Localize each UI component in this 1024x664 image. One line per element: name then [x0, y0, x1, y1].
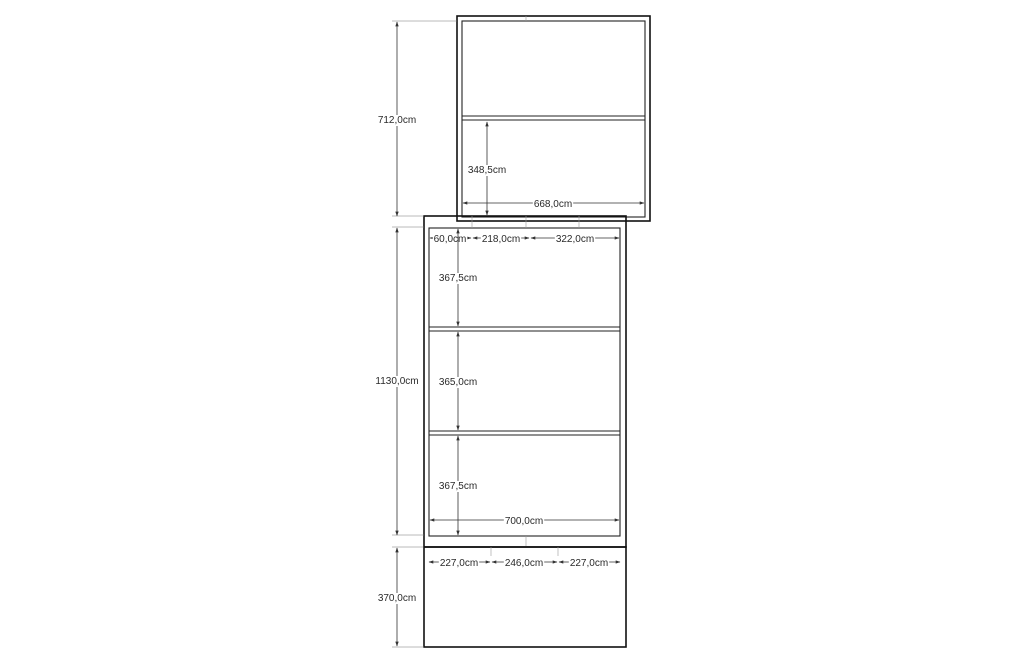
left-height-dimensions: [374, 21, 457, 647]
upper-width-label: 668,0cm: [533, 199, 573, 210]
upper-cabinet-outline: [457, 16, 650, 221]
upper-shelf-height-label: 348,5cm: [467, 165, 507, 176]
base-right-label: 227,0cm: [569, 558, 609, 569]
upper-cabinet: [457, 16, 650, 221]
middle-height-label: 1130,0cm: [375, 376, 419, 387]
compartment-3-label: 367,5cm: [438, 481, 478, 492]
upper-height-label: 712,0cm: [377, 115, 417, 126]
inner-width-label: 700,0cm: [504, 516, 544, 527]
base-segment-dimensions: [429, 558, 620, 569]
base-center-label: 246,0cm: [504, 558, 544, 569]
base-left-label: 227,0cm: [439, 558, 479, 569]
seg-60-label: 60,0cm: [433, 234, 467, 245]
upper-cabinet-inner: [462, 21, 645, 217]
seg-218-label: 218,0cm: [481, 234, 521, 245]
compartment-2-label: 365,0cm: [438, 377, 478, 388]
upper-inner-dimensions: [463, 122, 644, 215]
compartment-height-dimensions: [430, 229, 619, 535]
compartment-1-label: 367,5cm: [438, 273, 478, 284]
seg-322-label: 322,0cm: [555, 234, 595, 245]
base-height-label: 370,0cm: [377, 593, 417, 604]
